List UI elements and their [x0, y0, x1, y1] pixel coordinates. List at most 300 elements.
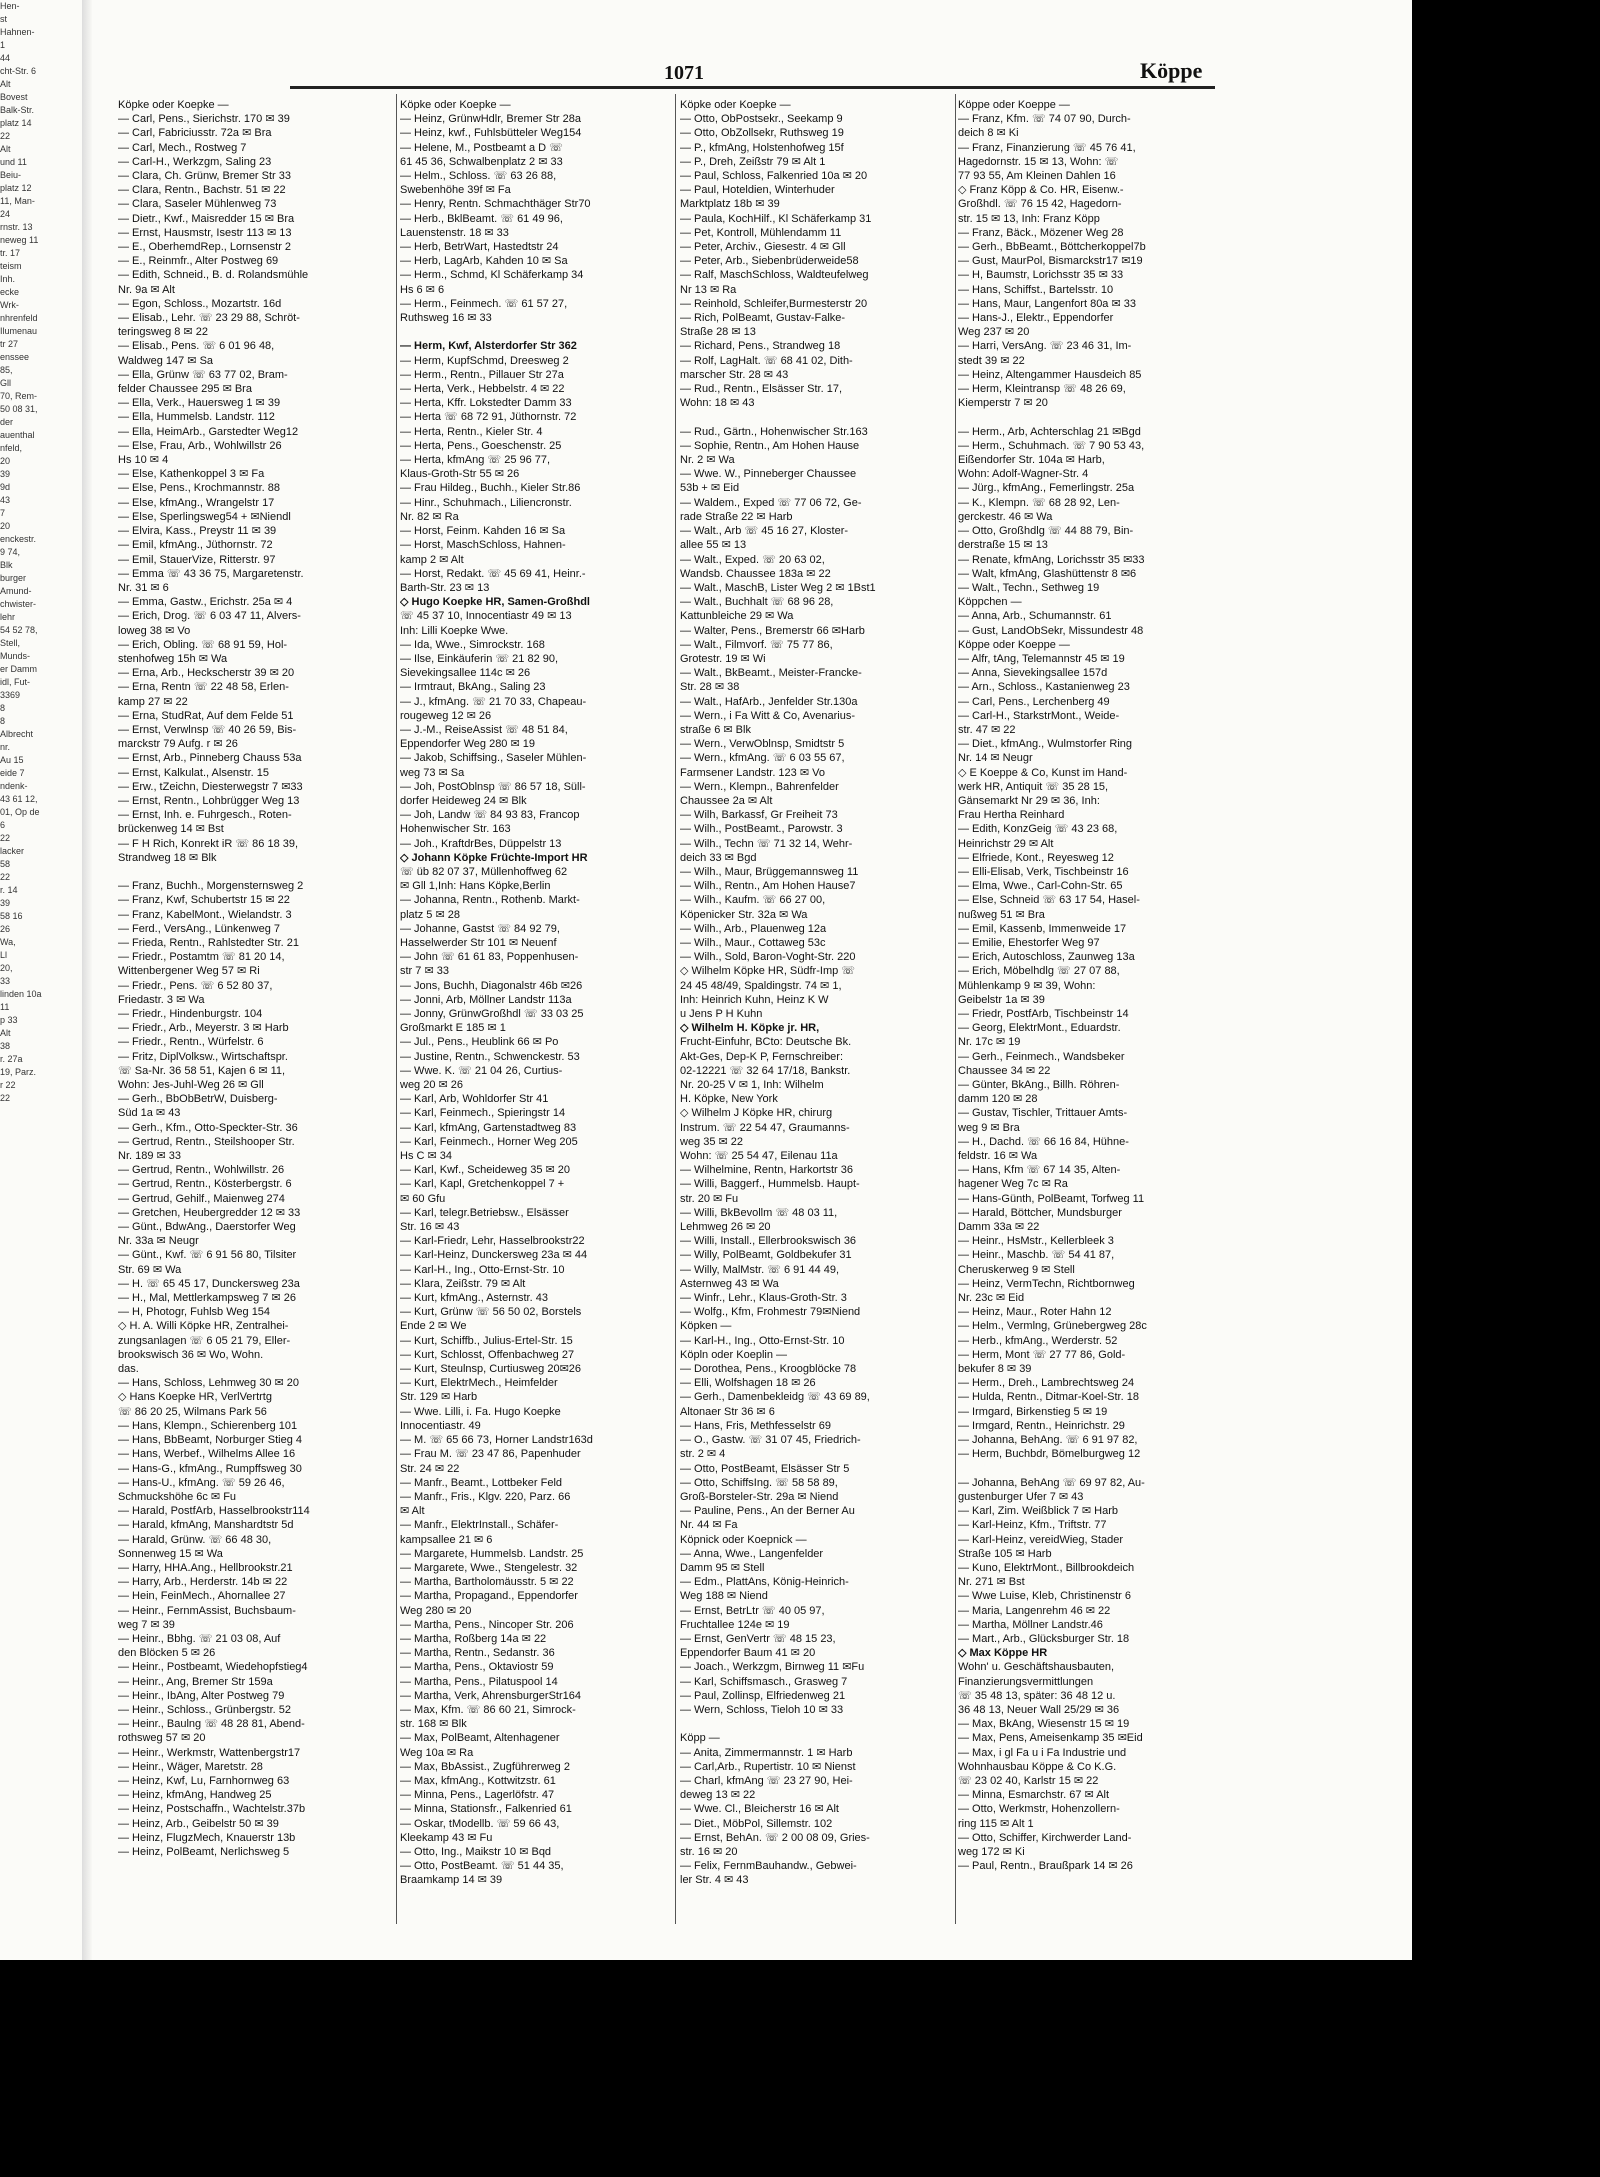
directory-entry-line: Nr. 9a ✉ Alt — [118, 283, 175, 296]
directory-entry-line: — Heinz, Postschaffn., Wachtelstr.37b — [118, 1803, 306, 1816]
margin-fragment: 9d — [0, 482, 11, 492]
directory-entry-line: Großhdl. ☏ 76 15 42, Hagedorn- — [958, 198, 1122, 211]
directory-entry-line: — Wwe. K. ☏ 21 04 26, Curtius- — [400, 1064, 563, 1077]
directory-entry-line: — Pauline, Pens., An der Berner Au — [680, 1505, 855, 1518]
directory-entry-line: — Friedr., Postamtm ☏ 81 20 14, — [118, 951, 285, 964]
directory-entry-line: — Ernst, Rentn., Lohbrügger Weg 13 — [118, 794, 300, 807]
directory-entry-line: Grotestr. 19 ✉ Wi — [680, 652, 766, 665]
directory-entry-line: gustenburger Ufer 7 ✉ 43 — [958, 1490, 1084, 1503]
directory-entry-line: Köpke oder Koepke — — [680, 99, 791, 111]
directory-entry-line: damm 120 ✉ 28 — [958, 1093, 1038, 1106]
directory-entry-line: — Helm., Schloss. ☏ 63 26 88, — [400, 170, 557, 183]
directory-entry-line: kampsallee 21 ✉ 6 — [400, 1533, 493, 1546]
directory-entry-line: — Emma, Gastw., Erichstr. 25a ✉ 4 — [118, 596, 293, 609]
directory-entry-line: — Ernst, BehAn. ☏ 2 00 08 09, Gries- — [680, 1831, 870, 1844]
directory-entry-line: ✉ Alt — [400, 1505, 425, 1518]
directory-entry-line: Sievekingsallee 114c ✉ 26 — [400, 667, 531, 680]
directory-entry-line: — Winfr., Lehr., Klaus-Groth-Str. 3 — [680, 1292, 847, 1305]
directory-entry-line: str. 16 ✉ 20 — [680, 1845, 738, 1858]
directory-entry-line: — Wilh., Maur, Brüggemannsweg 11 — [680, 865, 859, 878]
directory-entry-line: Nr. 20-25 V ✉ 1, Inh: Wilhelm — [680, 1079, 824, 1092]
directory-entry-line: — Erna, Arb., Heckscherstr 39 ✉ 20 — [118, 667, 295, 680]
directory-entry-line: 61 45 36, Schwalbenplatz 2 ✉ 33 — [400, 155, 563, 168]
directory-entry-line: — Max, Kfm. ☏ 86 60 21, Simrock- — [400, 1703, 576, 1716]
directory-column-4 — [958, 98, 1248, 1873]
directory-entry-line: Frau Hertha Reinhard — [958, 809, 1065, 822]
directory-entry-line: — Heinr., Maschb. ☏ 54 41 87, — [958, 1249, 1115, 1262]
directory-entry-line: — Erich, Möbelhdlg ☏ 27 07 88, — [958, 965, 1120, 978]
directory-entry-line: — Martha, Rentn., Sedanstr. 36 — [400, 1647, 555, 1660]
margin-fragment: lehr — [0, 612, 16, 622]
directory-entry-line: — Hans, Kfm ☏ 67 14 35, Alten- — [958, 1164, 1121, 1177]
directory-entry-line: — Franz, Kwf, Schubertstr 15 ✉ 22 — [118, 894, 290, 907]
directory-entry-line: — Otto, Großhdlg ☏ 44 88 79, Bin- — [958, 525, 1134, 538]
directory-entry-line: Asternweg 43 ✉ Wa — [680, 1277, 779, 1290]
directory-entry-line: — Herb, LagArb, Kahden 10 ✉ Sa — [400, 255, 568, 268]
directory-entry-line: Köpln oder Koeplin — — [680, 1348, 788, 1361]
directory-entry-line: Straße 28 ✉ 13 — [680, 326, 756, 339]
directory-entry-line: — Minna, Esmarchstr. 67 ✉ Alt — [958, 1789, 1110, 1802]
directory-entry-line: — Ernst, Verwlnsp ☏ 40 26 59, Bis- — [118, 723, 297, 736]
margin-fragment: teism — [0, 261, 22, 271]
directory-entry-line: rougeweg 12 ✉ 26 — [400, 709, 492, 722]
directory-entry-line: — Herm., Feinmech. ☏ 61 57 27, — [400, 297, 568, 310]
margin-fragment: 01, Op de — [0, 807, 40, 817]
directory-entry-line: — H., Dachd. ☏ 66 16 84, Hühne- — [958, 1135, 1129, 1148]
margin-fragment: st — [0, 14, 8, 24]
directory-entry-line: — Otto, Schiffer, Kirchwerder Land- — [958, 1831, 1132, 1844]
directory-entry-line: — Hans, Schloss, Lehmweg 30 ✉ 20 — [118, 1377, 300, 1390]
margin-fragment: Gll — [0, 378, 11, 388]
directory-entry-line: Nr. 44 ✉ Fa — [680, 1519, 738, 1532]
directory-entry-line: Friedastr. 3 ✉ Wa — [118, 993, 205, 1006]
directory-entry-line: — Ernst, GenVertr ☏ 48 15 23, — [680, 1632, 836, 1645]
directory-entry-line: — Gertrud, Rentn., Steilshooper Str. — [118, 1135, 295, 1148]
directory-entry-line: platz 5 ✉ 28 — [400, 908, 460, 921]
directory-entry-line: — Johanne, Gastst ☏ 84 92 79, — [400, 922, 560, 935]
directory-entry-line: ☏ üb 82 07 37, Müllenhoffweg 62 — [400, 865, 568, 878]
directory-entry-line: — Kuno, ElektrMont., Billbrookdeich — [958, 1561, 1135, 1574]
directory-entry-line: Waldweg 147 ✉ Sa — [118, 354, 214, 367]
margin-fragment: 22 — [0, 131, 11, 141]
directory-entry-line: nußweg 51 ✉ Bra — [958, 908, 1045, 921]
directory-entry-line: — Willy, PolBeamt, Goldbekufer 31 — [680, 1249, 852, 1262]
directory-entry-line: Eppendorfer Weg 280 ✉ 19 — [400, 738, 535, 751]
directory-entry-line: Farmsener Landstr. 123 ✉ Vo — [680, 766, 825, 779]
margin-fragment: neweg 11 — [0, 235, 39, 245]
directory-entry-line: — Herta, Rentn., Kieler Str. 4 — [400, 425, 543, 438]
directory-entry-line: — Heinr., HsMstr., Kellerbleek 3 — [958, 1235, 1114, 1248]
directory-entry-line: Nr. 14 ✉ Neugr — [958, 752, 1033, 765]
directory-entry-line: — Edith, Schneid., B. d. Rolandsmühle — [118, 269, 309, 282]
directory-entry-line: — Elfriede, Kont., Reyesweg 12 — [958, 851, 1114, 864]
directory-entry-line: Köpp — — [680, 1732, 720, 1745]
directory-entry-line: — Carl, Fabriciusstr. 72a ✉ Bra — [118, 127, 272, 140]
margin-fragment: Wa, — [0, 937, 16, 947]
directory-entry-line: — Walt., MaschB, Lister Weg 2 ✉ 1Bst1 — [680, 581, 876, 594]
margin-fragment: nr. — [0, 742, 11, 752]
directory-entry-line: — Joh, PostOblnsp ☏ 86 57 18, Süll- — [400, 780, 586, 793]
directory-entry-line: — Carl,Arb., Rupertistr. 10 ✉ Nienst — [680, 1760, 856, 1773]
margin-fragment: p 33 — [0, 1015, 18, 1025]
directory-entry-line: — Herb, BetrWart, Hastedtstr 24 — [400, 241, 559, 254]
directory-entry-line: — Margarete, Wwe., Stengelestr. 32 — [400, 1561, 578, 1574]
directory-entry-line: — Willi, Install., Ellerbrookswisch 36 — [680, 1235, 857, 1248]
directory-entry-line: Strandweg 18 ✉ Blk — [118, 851, 217, 864]
directory-entry-line: — J., kfmAng. ☏ 21 70 33, Chapeau- — [400, 695, 587, 708]
directory-entry-line: — Herm., Schuhmach. ☏ 7 90 53 43, — [958, 439, 1145, 452]
directory-entry-line: — Manfr., Beamt., Lottbeker Feld — [400, 1476, 563, 1489]
directory-entry-line: Weg 188 ✉ Niend — [680, 1590, 768, 1603]
margin-fragment: 43 61 12, — [0, 794, 38, 804]
directory-entry-line: — Walt., Filmvorf. ☏ 75 77 86, — [680, 638, 833, 651]
directory-entry-line: Nr. 31 ✉ 6 — [118, 581, 169, 594]
directory-entry-line: deich 8 ✉ Ki — [958, 127, 1019, 140]
directory-entry-line: — Ella, Verk., Hauersweg 1 ✉ 39 — [118, 397, 281, 410]
directory-entry-line: ☏ 86 20 25, Wilmans Park 56 — [118, 1405, 267, 1418]
directory-entry-line — [680, 1717, 970, 1731]
directory-entry-line: — Clara, Saseler Mühlenweg 73 — [118, 198, 277, 211]
directory-entry-line: Marktplatz 18b ✉ 39 — [680, 198, 780, 211]
directory-entry-line: — Rud., Gärtn., Hohenwischer Str.163 — [680, 425, 868, 438]
directory-entry-line: weg 7 ✉ 39 — [118, 1618, 175, 1631]
directory-column-3 — [680, 98, 970, 1888]
directory-entry-line: — Paul, Rentn., Braußpark 14 ✉ 26 — [958, 1860, 1133, 1873]
directory-entry-line: — Elisab., Pens. ☏ 6 01 96 48, — [118, 340, 275, 353]
directory-entry-line: ◇ H. A. Willi Köpke HR, Zentralhei- — [118, 1320, 289, 1333]
directory-entry-line: Geibelstr 1a ✉ 39 — [958, 993, 1045, 1006]
directory-entry-line: — P., kfmAng, Holstenhofweg 15f — [680, 141, 844, 154]
directory-entry-line: loweg 38 ✉ Vo — [118, 624, 191, 637]
margin-fragment: 43 — [0, 495, 11, 505]
directory-entry-line: Str. 69 ✉ Wa — [118, 1263, 182, 1276]
directory-entry-line: — Ella, HeimArb., Garstedter Weg12 — [118, 425, 299, 438]
directory-entry-line: — Emil, Kassenb, Immenweide 17 — [958, 922, 1127, 935]
directory-entry-line: 24 45 48/49, Spaldingstr. 74 ✉ 1, — [680, 979, 842, 992]
margin-fragment: Balk-Str. — [0, 105, 35, 115]
directory-entry-line: — Erna, StudRat, Auf dem Felde 51 — [118, 709, 294, 722]
directory-entry-line: — Heinz, PolBeamt, Nerlichsweg 5 — [118, 1845, 290, 1858]
directory-entry-line: teringsweg 8 ✉ 22 — [118, 326, 208, 339]
directory-entry-line: Hs C ✉ 34 — [400, 1150, 453, 1163]
directory-entry-line: — J.-M., ReiseAssist ☏ 48 51 84, — [400, 723, 568, 736]
directory-entry-line — [958, 1462, 1248, 1476]
directory-entry-line: Wandsb. Chaussee 183a ✉ 22 — [680, 567, 831, 580]
directory-entry-line: ✉ Gll 1,Inh: Hans Köpke,Berlin — [400, 880, 551, 893]
directory-entry-line: — Joh., KraftdrBes, Düppelstr 13 — [400, 837, 562, 850]
directory-entry-line: Instrum. ☏ 22 54 47, Graumanns- — [680, 1121, 850, 1134]
directory-entry-line: Wohnhausbau Köppe & Co K.G. — [958, 1760, 1117, 1773]
directory-entry-line: — Wwe. Cl., Bleicherstr 16 ✉ Alt — [680, 1803, 839, 1816]
directory-entry-line: — Max, kfmAng., Kottwitzstr. 61 — [400, 1774, 556, 1787]
directory-entry-line: — Karl-Friedr, Lehr, Hasselbrookstr22 — [400, 1235, 585, 1248]
directory-entry-line: — Jonni, Arb, Möllner Landstr 113a — [400, 993, 572, 1006]
directory-entry-line: — Edith, KonzGeig ☏ 43 23 68, — [958, 823, 1118, 836]
margin-fragment: 39 — [0, 898, 11, 908]
margin-fragment: 22 — [0, 833, 11, 843]
directory-entry-line: — Max, PolBeamt, Altenhagener — [400, 1732, 560, 1745]
directory-entry-line: — Ferd., VersAng., Lünkenweg 7 — [118, 922, 281, 935]
directory-entry-line: — Margarete, Hummelsb. Landstr. 25 — [400, 1547, 584, 1560]
directory-entry-line — [118, 865, 408, 879]
directory-entry-line: — Erna, Rentn ☏ 22 48 58, Erlen- — [118, 681, 289, 694]
directory-entry-line: — Helene, M., Postbeamt a D ☏ — [400, 141, 563, 154]
margin-fragment: 6 — [0, 820, 6, 830]
directory-entry-line: Hs 6 ✉ 6 — [400, 283, 445, 296]
directory-entry-line: Damm 95 ✉ Stell — [680, 1561, 765, 1574]
directory-entry-line: Heinrichstr 29 ✉ Alt — [958, 837, 1054, 850]
directory-entry-line: str. 15 ✉ 13, Inh: Franz Köpp — [958, 212, 1100, 225]
directory-entry-line: — Herm., Arb, Achterschlag 21 ✉Bgd — [958, 425, 1141, 438]
directory-column-2 — [400, 98, 690, 1888]
directory-entry-line: ◇ E Koeppe & Co, Kunst im Hand- — [958, 766, 1128, 779]
directory-entry-line: — Martha, Propagand., Eppendorfer — [400, 1590, 578, 1603]
directory-entry-line: — Karl, Kwf., Scheideweg 35 ✉ 20 — [400, 1164, 571, 1177]
directory-entry-line: — Herta, Kffr. Lokstedter Damm 33 — [400, 397, 572, 410]
directory-entry-line: — Günt., Kwf. ☏ 6 91 56 80, Tilsiter — [118, 1249, 297, 1262]
directory-entry-line: deich 33 ✉ Bgd — [680, 851, 757, 864]
directory-entry-line: — Hans, Klempn., Schierenberg 101 — [118, 1419, 298, 1432]
directory-entry-line: — Hulda, Rentn., Ditmar-Koel-Str. 18 — [958, 1391, 1139, 1404]
directory-entry-line: — Carl-H., Werkzgm, Saling 23 — [118, 155, 272, 168]
directory-entry-line: — Paul, Hoteldien, Winterhuder — [680, 184, 835, 197]
directory-entry-line: — Wern., Klempn., Bahrenfelder — [680, 780, 839, 793]
directory-entry-line: felder Chaussee 295 ✉ Bra — [118, 383, 252, 396]
directory-entry-line: — Gerh., Damenbekleidg ☏ 43 69 89, — [680, 1391, 870, 1404]
margin-fragment: Bovest — [0, 92, 28, 102]
directory-entry-line: bekufer 8 ✉ 39 — [958, 1363, 1032, 1376]
directory-entry-line: Inh: Heinrich Kuhn, Heinz K W — [680, 993, 829, 1006]
directory-entry-line: allee 55 ✉ 13 — [680, 539, 747, 552]
directory-entry-line: — Heinz, Maur., Roter Hahn 12 — [958, 1306, 1112, 1319]
directory-entry-line: 02-12221 ☏ 32 64 17/18, Bankstr. — [680, 1064, 851, 1077]
directory-entry-line: — Else, kfmAng., Wrangelstr 17 — [118, 496, 275, 509]
directory-entry-line: — Karl, kfmAng, Gartenstadtweg 83 — [400, 1121, 577, 1134]
directory-entry-line: — Ernst, Hausmstr, Isestr 113 ✉ 13 — [118, 226, 292, 239]
directory-entry-line: Köppchen — — [958, 596, 1022, 609]
directory-entry-line: — Hans-Günth, PolBeamt, Torfweg 11 — [958, 1192, 1145, 1205]
directory-entry-line: 53b + ✉ Eid — [680, 482, 740, 495]
directory-entry-line: weg 9 ✉ Bra — [958, 1121, 1020, 1134]
directory-entry-line: Innocentiastr. 49 — [400, 1419, 481, 1432]
directory-entry-line: — Klara, Zeißstr. 79 ✉ Alt — [400, 1277, 526, 1290]
margin-fragment: Wrk- — [0, 300, 19, 310]
directory-entry-line: Nr. 271 ✉ Bst — [958, 1576, 1025, 1589]
margin-fragment: r. 14 — [0, 885, 18, 895]
directory-entry-line: kamp 27 ✉ 22 — [118, 695, 188, 708]
directory-entry-line: — Clara, Rentn., Bachstr. 51 ✉ 22 — [118, 184, 286, 197]
margin-fragment: r 22 — [0, 1080, 16, 1090]
directory-entry-line: — Waldem., Exped ☏ 77 06 72, Ge- — [680, 496, 862, 509]
margin-fragment: linden 10a — [0, 989, 42, 999]
directory-entry-line: — Walt., Arb ☏ 45 16 27, Kloster- — [680, 525, 849, 538]
directory-entry-line: — Jürg., kfmAng., Femerlingstr. 25a — [958, 482, 1135, 495]
directory-entry-line: — Frau Hildeg., Buchh., Kieler Str.86 — [400, 482, 581, 495]
directory-entry-line: — Herm, KupfSchmd, Dreesweg 2 — [400, 354, 569, 367]
directory-entry-line: Frucht-Einfuhr, BCto: Deutsche Bk. — [680, 1036, 852, 1049]
directory-entry-line: ◇ Wilhelm J Köpke HR, chirurg — [680, 1107, 833, 1120]
directory-entry-line: Nr. 2 ✉ Wa — [680, 454, 735, 467]
margin-fragment: Munds- — [0, 651, 31, 661]
directory-entry-line: — Ernst, Inh. e. Fuhrgesch., Roten- — [118, 809, 292, 822]
directory-entry-line: — H, Baumstr, Lorichsstr 35 ✉ 33 — [958, 269, 1124, 282]
directory-entry-line: — Heinr., IbAng, Alter Postweg 79 — [118, 1689, 285, 1702]
directory-entry-line: — Carl, Pens., Lerchenberg 49 — [958, 695, 1110, 708]
directory-entry-line: Finanzierungsvermittlungen — [958, 1675, 1094, 1688]
margin-fragment: 7 — [0, 508, 6, 518]
directory-entry-line: — Martha, Pens., Oktaviostr 59 — [400, 1661, 554, 1674]
margin-fragment: ecke — [0, 287, 20, 297]
directory-entry-line: — H, Photogr, Fuhlsb Weg 154 — [118, 1306, 271, 1319]
margin-fragment: cht-Str. 6 — [0, 66, 37, 76]
directory-entry-line: Köppe oder Koeppe — — [958, 99, 1070, 111]
directory-entry-line: — Joh, Landw ☏ 84 93 83, Francop — [400, 809, 580, 822]
directory-entry-line: — Ernst, BetrLtr ☏ 40 05 97, — [680, 1604, 825, 1617]
directory-entry-line: — Harald, kfmAng, Manshardtstr 5d — [118, 1519, 294, 1532]
directory-entry-line: — Wern., kfmAng. ☏ 6 03 55 67, — [680, 752, 845, 765]
page-number: 1071 — [664, 62, 704, 84]
directory-entry-line: — Diet., MöbPol, Sillemstr. 102 — [680, 1817, 833, 1830]
directory-entry-line: — Wilh, Barkassf, Gr Freiheit 73 — [680, 809, 838, 822]
directory-entry-line: — Kurt, Steulnsp, Curtiusweg 20✉26 — [400, 1363, 582, 1376]
directory-entry-line: werk HR, Antiquit ☏ 35 28 15, — [958, 780, 1109, 793]
margin-fragment: Inh. — [0, 274, 16, 284]
directory-entry-line: — Frieda, Rentn., Rahlstedter Str. 21 — [118, 936, 299, 949]
directory-entry-line: feldstr. 16 ✉ Wa — [958, 1150, 1038, 1163]
directory-entry-line: Weg 237 ✉ 20 — [958, 326, 1030, 339]
directory-entry-line: — Irmgard, Rentn., Heinrichstr. 29 — [958, 1419, 1125, 1432]
directory-entry-line: — Carl, Pens., Sierichstr. 170 ✉ 39 — [118, 113, 290, 126]
margin-fragment: 38 — [0, 1041, 11, 1051]
directory-entry-line: rade Straße 22 ✉ Harb — [680, 510, 793, 523]
directory-entry-line: Str. 16 ✉ 43 — [400, 1221, 460, 1234]
directory-entry-line: — Kurt, Schlosst, Offenbachweg 27 — [400, 1348, 575, 1361]
directory-entry-line: Str. 28 ✉ 38 — [680, 681, 740, 694]
directory-entry-line: — Ernst, Arb., Pinneberg Chauss 53a — [118, 752, 302, 765]
margin-fragment: Alt — [0, 79, 11, 89]
margin-fragment: 9 74, — [0, 547, 21, 557]
directory-entry-line: — Paul, Schloss, Falkenried 10a ✉ 20 — [680, 170, 868, 183]
directory-entry-line: — Ralf, MaschSchloss, Waldteufelweg — [680, 269, 869, 282]
margin-fragment: idl, Fut- — [0, 677, 31, 687]
directory-entry-line: — Hans-U., kfmAng. ☏ 59 26 46, — [118, 1476, 285, 1489]
directory-entry-line: — Else, Schneid ☏ 63 17 54, Hasel- — [958, 894, 1140, 907]
margin-fragment: 8 — [0, 716, 6, 726]
directory-entry-line: Str. 24 ✉ 22 — [400, 1462, 460, 1475]
directory-entry-line: Großmarkt E 185 ✉ 1 — [400, 1022, 506, 1035]
directory-entry-line: Nr 13 ✉ Ra — [680, 283, 737, 296]
directory-entry-line: ✉ 60 Gfu — [400, 1192, 446, 1205]
directory-entry-line: — Felix, FernmBauhandw., Gebwei- — [680, 1860, 857, 1873]
directory-entry-line: — Otto, PostBeamt, Elsässer Str 5 — [680, 1462, 850, 1475]
directory-entry-line: — Martha, Pens., Nincoper Str. 206 — [400, 1618, 574, 1631]
directory-entry-line: Altonaer Str 36 ✉ 6 — [680, 1405, 775, 1418]
book-gutter — [82, 0, 92, 1960]
directory-entry-line: — Otto, ObZollsekr, Ruthsweg 19 — [680, 127, 844, 140]
directory-entry-line: — Hans-G., kfmAng., Rumpffsweg 30 — [118, 1462, 302, 1475]
directory-entry-line: ◇ Johann Köpke Früchte-Import HR — [400, 851, 588, 864]
directory-entry-line: — Frau M. ☏ 23 47 86, Papenhuder — [400, 1448, 581, 1461]
margin-fragment: platz 12 — [0, 183, 32, 193]
directory-entry-line: — O., Gastw. ☏ 31 07 45, Friedrich- — [680, 1434, 861, 1447]
directory-entry-line: — Ella, Grünw ☏ 63 77 02, Bram- — [118, 368, 288, 381]
directory-entry-line: ☏ 45 37 10, Innocentiastr 49 ✉ 13 — [400, 610, 572, 623]
directory-entry-line: — Emma ☏ 43 36 75, Margaretenstr. — [118, 567, 304, 580]
directory-entry-line: — Edm., PlattAns, König-Heinrich- — [680, 1576, 849, 1589]
directory-entry-line: Köpnick oder Koepnick — — [680, 1533, 807, 1546]
directory-entry-line: — Oskar, tModellb. ☏ 59 66 43, — [400, 1817, 560, 1830]
margin-fragment: 11 — [0, 1002, 10, 1012]
directory-entry-line: — Karl, Zim. Weißblick 7 ✉ Harb — [958, 1505, 1118, 1518]
margin-fragment: lacker — [0, 846, 25, 856]
margin-fragment: nhrenfeld — [0, 313, 38, 323]
directory-entry-line: Ende 2 ✉ We — [400, 1320, 467, 1333]
directory-entry-line: — Peter, Arb., Siebenbrüderweide58 — [680, 255, 859, 268]
directory-entry-line: — Gerh., Feinmech., Wandsbeker — [958, 1050, 1125, 1063]
directory-entry-line: — Egon, Schloss., Mozartstr. 16d — [118, 297, 282, 310]
directory-entry-line: — Harald, Grünw. ☏ 66 48 30, — [118, 1533, 272, 1546]
directory-entry-line: — Maria, Langenrehm 46 ✉ 22 — [958, 1604, 1111, 1617]
directory-entry-line: — Ella, Hummelsb. Landstr. 112 — [118, 411, 275, 424]
directory-entry-line: stenhofweg 15h ✉ Wa — [118, 652, 228, 665]
directory-entry-line: Braamkamp 14 ✉ 39 — [400, 1874, 503, 1887]
directory-entry-line: — Harald, Böttcher, Mundsburger — [958, 1206, 1122, 1219]
directory-entry-line: — Karl, telegr.Betriebsw., Elsässer — [400, 1206, 569, 1219]
directory-entry-line: brookswisch 36 ✉ Wo, Wohn. — [118, 1348, 264, 1361]
directory-entry-line: Kleekamp 43 ✉ Fu — [400, 1831, 493, 1844]
directory-entry-line: ☏ Sa-Nr. 36 58 51, Kajen 6 ✉ 11, — [118, 1064, 286, 1077]
directory-entry-line: Klaus-Groth-Str 55 ✉ 26 — [400, 468, 520, 481]
directory-entry-line: — Hein, FeinMech., Ahornallee 27 — [118, 1590, 286, 1603]
directory-entry-line: — Walter, Pens., Bremerstr 66 ✉Harb — [680, 624, 865, 637]
directory-entry-line: — Erw., tZeichn, Diesterwegstr 7 ✉33 — [118, 780, 303, 793]
directory-entry-line: ◇ Franz Köpp & Co. HR, Eisenw.- — [958, 184, 1124, 197]
directory-entry-line: — Johanna, BehAng ☏ 69 97 82, Au- — [958, 1476, 1145, 1489]
directory-entry-line: — Kurt, Grünw ☏ 56 50 02, Borstels — [400, 1306, 582, 1319]
directory-entry-line: — Joach., Werkzgm, Birnweg 11 ✉Fu — [680, 1661, 865, 1674]
directory-entry-line: str. 2 ✉ 4 — [680, 1448, 726, 1461]
directory-entry-line: — Heinr., Bbhg. ☏ 21 03 08, Auf — [118, 1632, 281, 1645]
directory-entry-line: — Pet, Kontroll, Mühlendamm 11 — [680, 226, 842, 239]
margin-fragment: 11, Man- — [0, 196, 35, 206]
directory-entry-line: — Paul, Zollinsp, Elfriedenweg 21 — [680, 1689, 846, 1702]
directory-entry-line: weg 172 ✉ Ki — [958, 1845, 1025, 1858]
directory-entry-line: Barth-Str. 23 ✉ 13 — [400, 581, 490, 594]
directory-entry-line: — Diet., kfmAng., Wulmstorfer Ring — [958, 738, 1133, 751]
directory-entry-line: — Emilie, Ehestorfer Weg 97 — [958, 936, 1100, 949]
margin-fragment: enssee — [0, 352, 30, 362]
directory-entry-line: Nr. 189 ✉ 33 — [118, 1150, 182, 1163]
directory-entry-line: Akt-Ges, Dep-K P, Fernschreiber: — [680, 1050, 844, 1063]
directory-entry-line: — Hans, Maur, Langenfort 80a ✉ 33 — [958, 297, 1136, 310]
margin-fragment: chwister- — [0, 599, 37, 609]
directory-entry-line: — Walt., Exped. ☏ 20 63 02, — [680, 553, 825, 566]
directory-entry-line: — Else, Kathenkoppel 3 ✉ Fa — [118, 468, 265, 481]
directory-entry-line: — Anna, Wwe., Langenfelder — [680, 1547, 824, 1560]
directory-entry-line: Weg 10a ✉ Ra — [400, 1746, 474, 1759]
margin-fragment: rnstr. 13 — [0, 222, 33, 232]
directory-entry-line: — Wilh., PostBeamt., Parowstr. 3 — [680, 823, 843, 836]
directory-entry-line: — Günter, BkAng., Billh. Röhren- — [958, 1079, 1120, 1092]
directory-entry-line: Nr. 17c ✉ 19 — [958, 1036, 1021, 1049]
directory-entry-line: — Clara, Ch. Grünw, Bremer Str 33 — [118, 170, 291, 183]
directory-entry-line: — Otto, PostBeamt. ☏ 51 44 35, — [400, 1860, 564, 1873]
directory-entry-line: — Wilhelmine, Rentn, Harkortstr 36 — [680, 1164, 853, 1177]
directory-entry-line: — Karl-H., Ing., Otto-Ernst-Str. 10 — [680, 1334, 845, 1347]
directory-entry-line: — Heinr., Werkmstr, Wattenbergstr17 — [118, 1746, 301, 1759]
directory-entry-line: — Jul., Pens., Heublink 66 ✉ Po — [400, 1036, 559, 1049]
directory-entry-line: Damm 33a ✉ 22 — [958, 1221, 1040, 1234]
